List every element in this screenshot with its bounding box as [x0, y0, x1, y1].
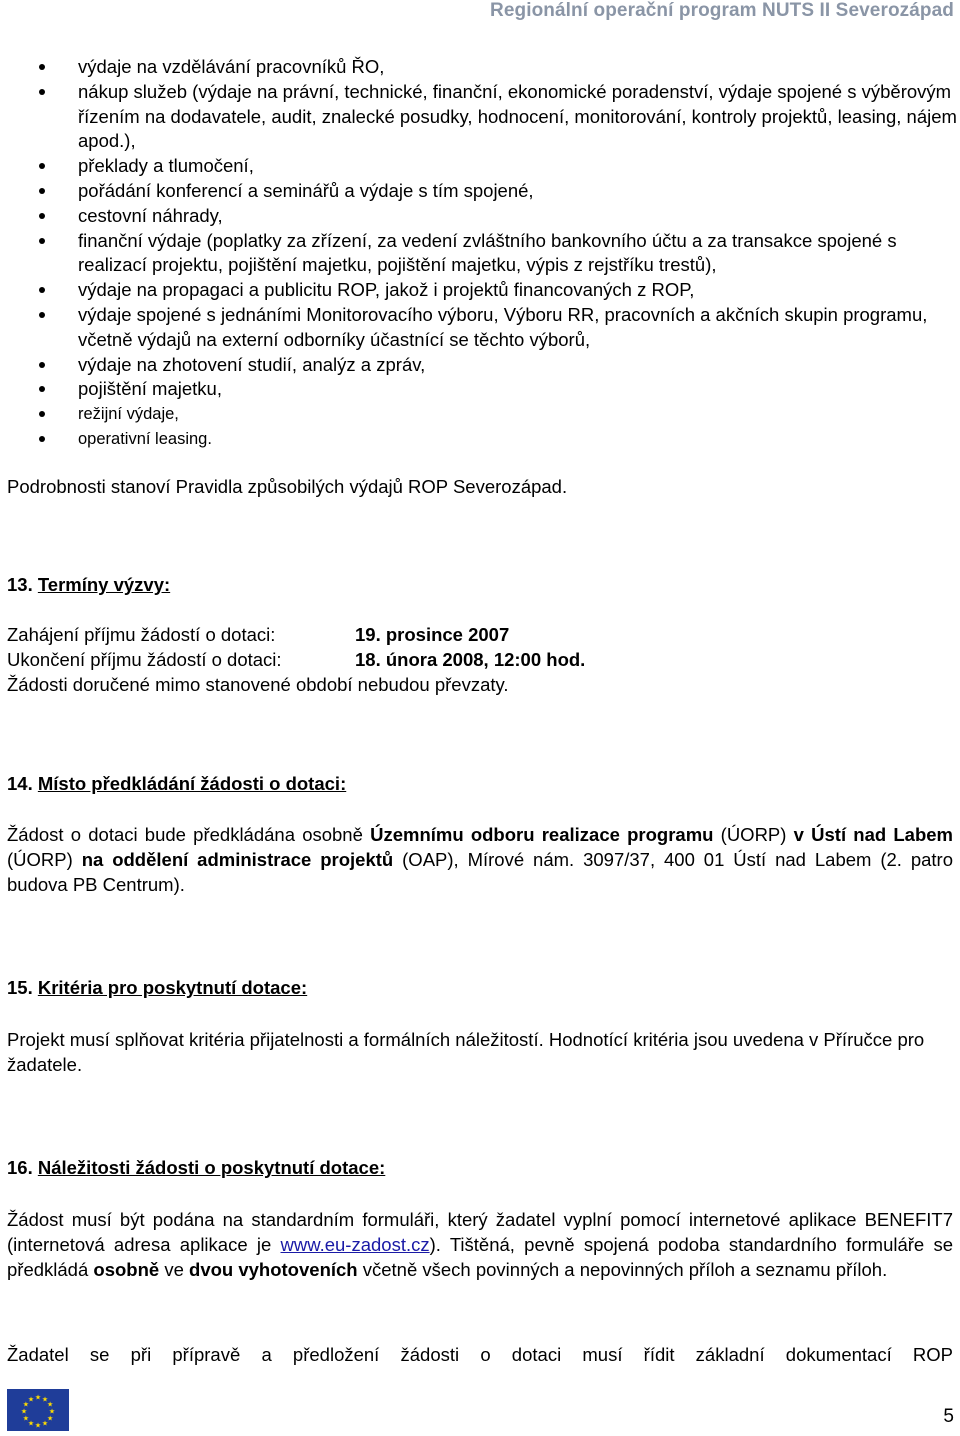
eu-zadost-link[interactable]: www.eu-zadost.cz — [280, 1234, 430, 1255]
section-13-heading: 13. Termíny výzvy: — [7, 574, 171, 595]
late-submission-note: Žádosti doručené mimo stanovené období nebudou převzaty. — [7, 674, 509, 695]
bullet-icon — [39, 386, 45, 392]
bullet-icon — [39, 287, 45, 293]
details-note: Podrobnosti stanoví Pravidla způsobilých výdajů ROP Severozápad. — [7, 476, 568, 497]
section-15-heading: 15. Kritéria pro poskytnutí dotace: — [7, 977, 308, 998]
list-item: cestovní náhrady, — [0, 204, 958, 229]
bullet-icon — [39, 436, 45, 442]
list-item: výdaje na zhotovení studií, analýz a zpráv, — [0, 353, 958, 378]
svg-text:★: ★ — [22, 1400, 30, 1409]
list-item: překlady a tlumočení, — [0, 154, 958, 179]
bullet-icon — [39, 411, 45, 417]
svg-text:★: ★ — [46, 1400, 54, 1409]
list-item: výdaje na vzdělávání pracovníků ŘO, — [0, 55, 958, 80]
call-dates — [7, 622, 585, 697]
list-item: nákup služeb (výdaje na právní, technické, finanční, ekonomické poradenství, výdaje spojené s výběrovým řízením na dodavatele, audit, znalecké posudky, hodnocení, monitorování, kontroly projektů, leasing, nájem apod.), — [0, 80, 958, 154]
requirements-paragraph: Žádost musí být podána na standardním formuláři, který žadatel vyplní pomocí internetové aplikace BENEFIT7 (internetová adresa aplikace je www.eu-zadost.cz). Tištěná, pevně spojená podoba standardního formuláře se předkládá osobně ve dvou vyhotoveních včetně všech povinných a nepovinných příloh a seznamu příloh. — [7, 1209, 954, 1280]
section-14-heading: 14. Místo předkládání žádosti o dotaci: — [7, 773, 347, 794]
documentation-paragraph: Žadatel se při přípravě a předložení žádosti o dotaci musí řídit základní dokumentací ROP — [7, 1344, 953, 1365]
list-item: operativní leasing. — [0, 427, 958, 452]
svg-text:★: ★ — [46, 1414, 54, 1423]
svg-text:★: ★ — [48, 1407, 56, 1416]
end-date-row: Ukončení příjmu žádostí o dotaci: 18. února 2008, 12:00 hod. — [7, 649, 586, 670]
eligible-expenses-list — [0, 55, 958, 452]
bullet-icon — [39, 188, 45, 194]
list-item: výdaje na propagaci a publicitu ROP, jakož i projektů financovaných z ROP, — [0, 278, 958, 303]
document-header: Regionální operační program NUTS II Severozápad — [490, 0, 954, 21]
list-item: výdaje spojené s jednáními Monitorovacího výboru, Výboru RR, pracovních a akčních skupin programu, včetně výdajů na externí odborníky účastnící se těchto výborů, — [0, 303, 958, 353]
section-16-heading: 16. Náležitosti žádosti o poskytnutí dotace: — [7, 1157, 386, 1178]
list-item: finanční výdaje (poplatky za zřízení, za vedení zvláštního bankovního účtu a za transakce spojené s realizací projektu, pojištění majetku, pojištění majetku, výpis z rejstříku trestů), — [0, 229, 958, 279]
svg-text:★: ★ — [27, 1419, 35, 1428]
svg-text:★: ★ — [34, 1393, 42, 1402]
list-item: pojištění majetku, — [0, 377, 958, 402]
svg-text:★: ★ — [20, 1407, 28, 1416]
bullet-icon — [39, 163, 45, 169]
bullet-icon — [39, 64, 45, 70]
criteria-paragraph: Projekt musí splňovat kritéria přijatelnosti a formálních náležitostí. Hodnotící kritéria jsou uvedena v Příručce pro žadatele. — [7, 1029, 925, 1075]
bullet-icon — [39, 213, 45, 219]
bullet-icon — [39, 238, 45, 244]
list-item: pořádání konferencí a seminářů a výdaje s tím spojené, — [0, 179, 958, 204]
bullet-icon — [39, 312, 45, 318]
start-date-row: Zahájení příjmu žádostí o dotaci: 19. prosince 2007 — [7, 624, 510, 645]
bullet-icon — [39, 362, 45, 368]
submission-place-paragraph: Žádost o dotaci bude předkládána osobně Územnímu odboru realizace programu (ÚORP) v Ústí nad Labem (ÚORP) na oddělení administrace projektů (OAP), Mírové nám. 3097/37, 400 01 Ústí nad Labem (2. patro budova PB Centrum). — [7, 824, 954, 895]
svg-text:★: ★ — [41, 1419, 49, 1428]
page-number: 5 — [943, 1406, 954, 1427]
svg-text:★: ★ — [34, 1421, 42, 1430]
eu-flag-icon — [7, 1389, 69, 1431]
list-item: režijní výdaje, — [0, 402, 958, 427]
svg-text:★: ★ — [41, 1395, 49, 1404]
svg-text:★: ★ — [22, 1414, 30, 1423]
bullet-icon — [39, 89, 45, 95]
svg-text:★: ★ — [27, 1395, 35, 1404]
